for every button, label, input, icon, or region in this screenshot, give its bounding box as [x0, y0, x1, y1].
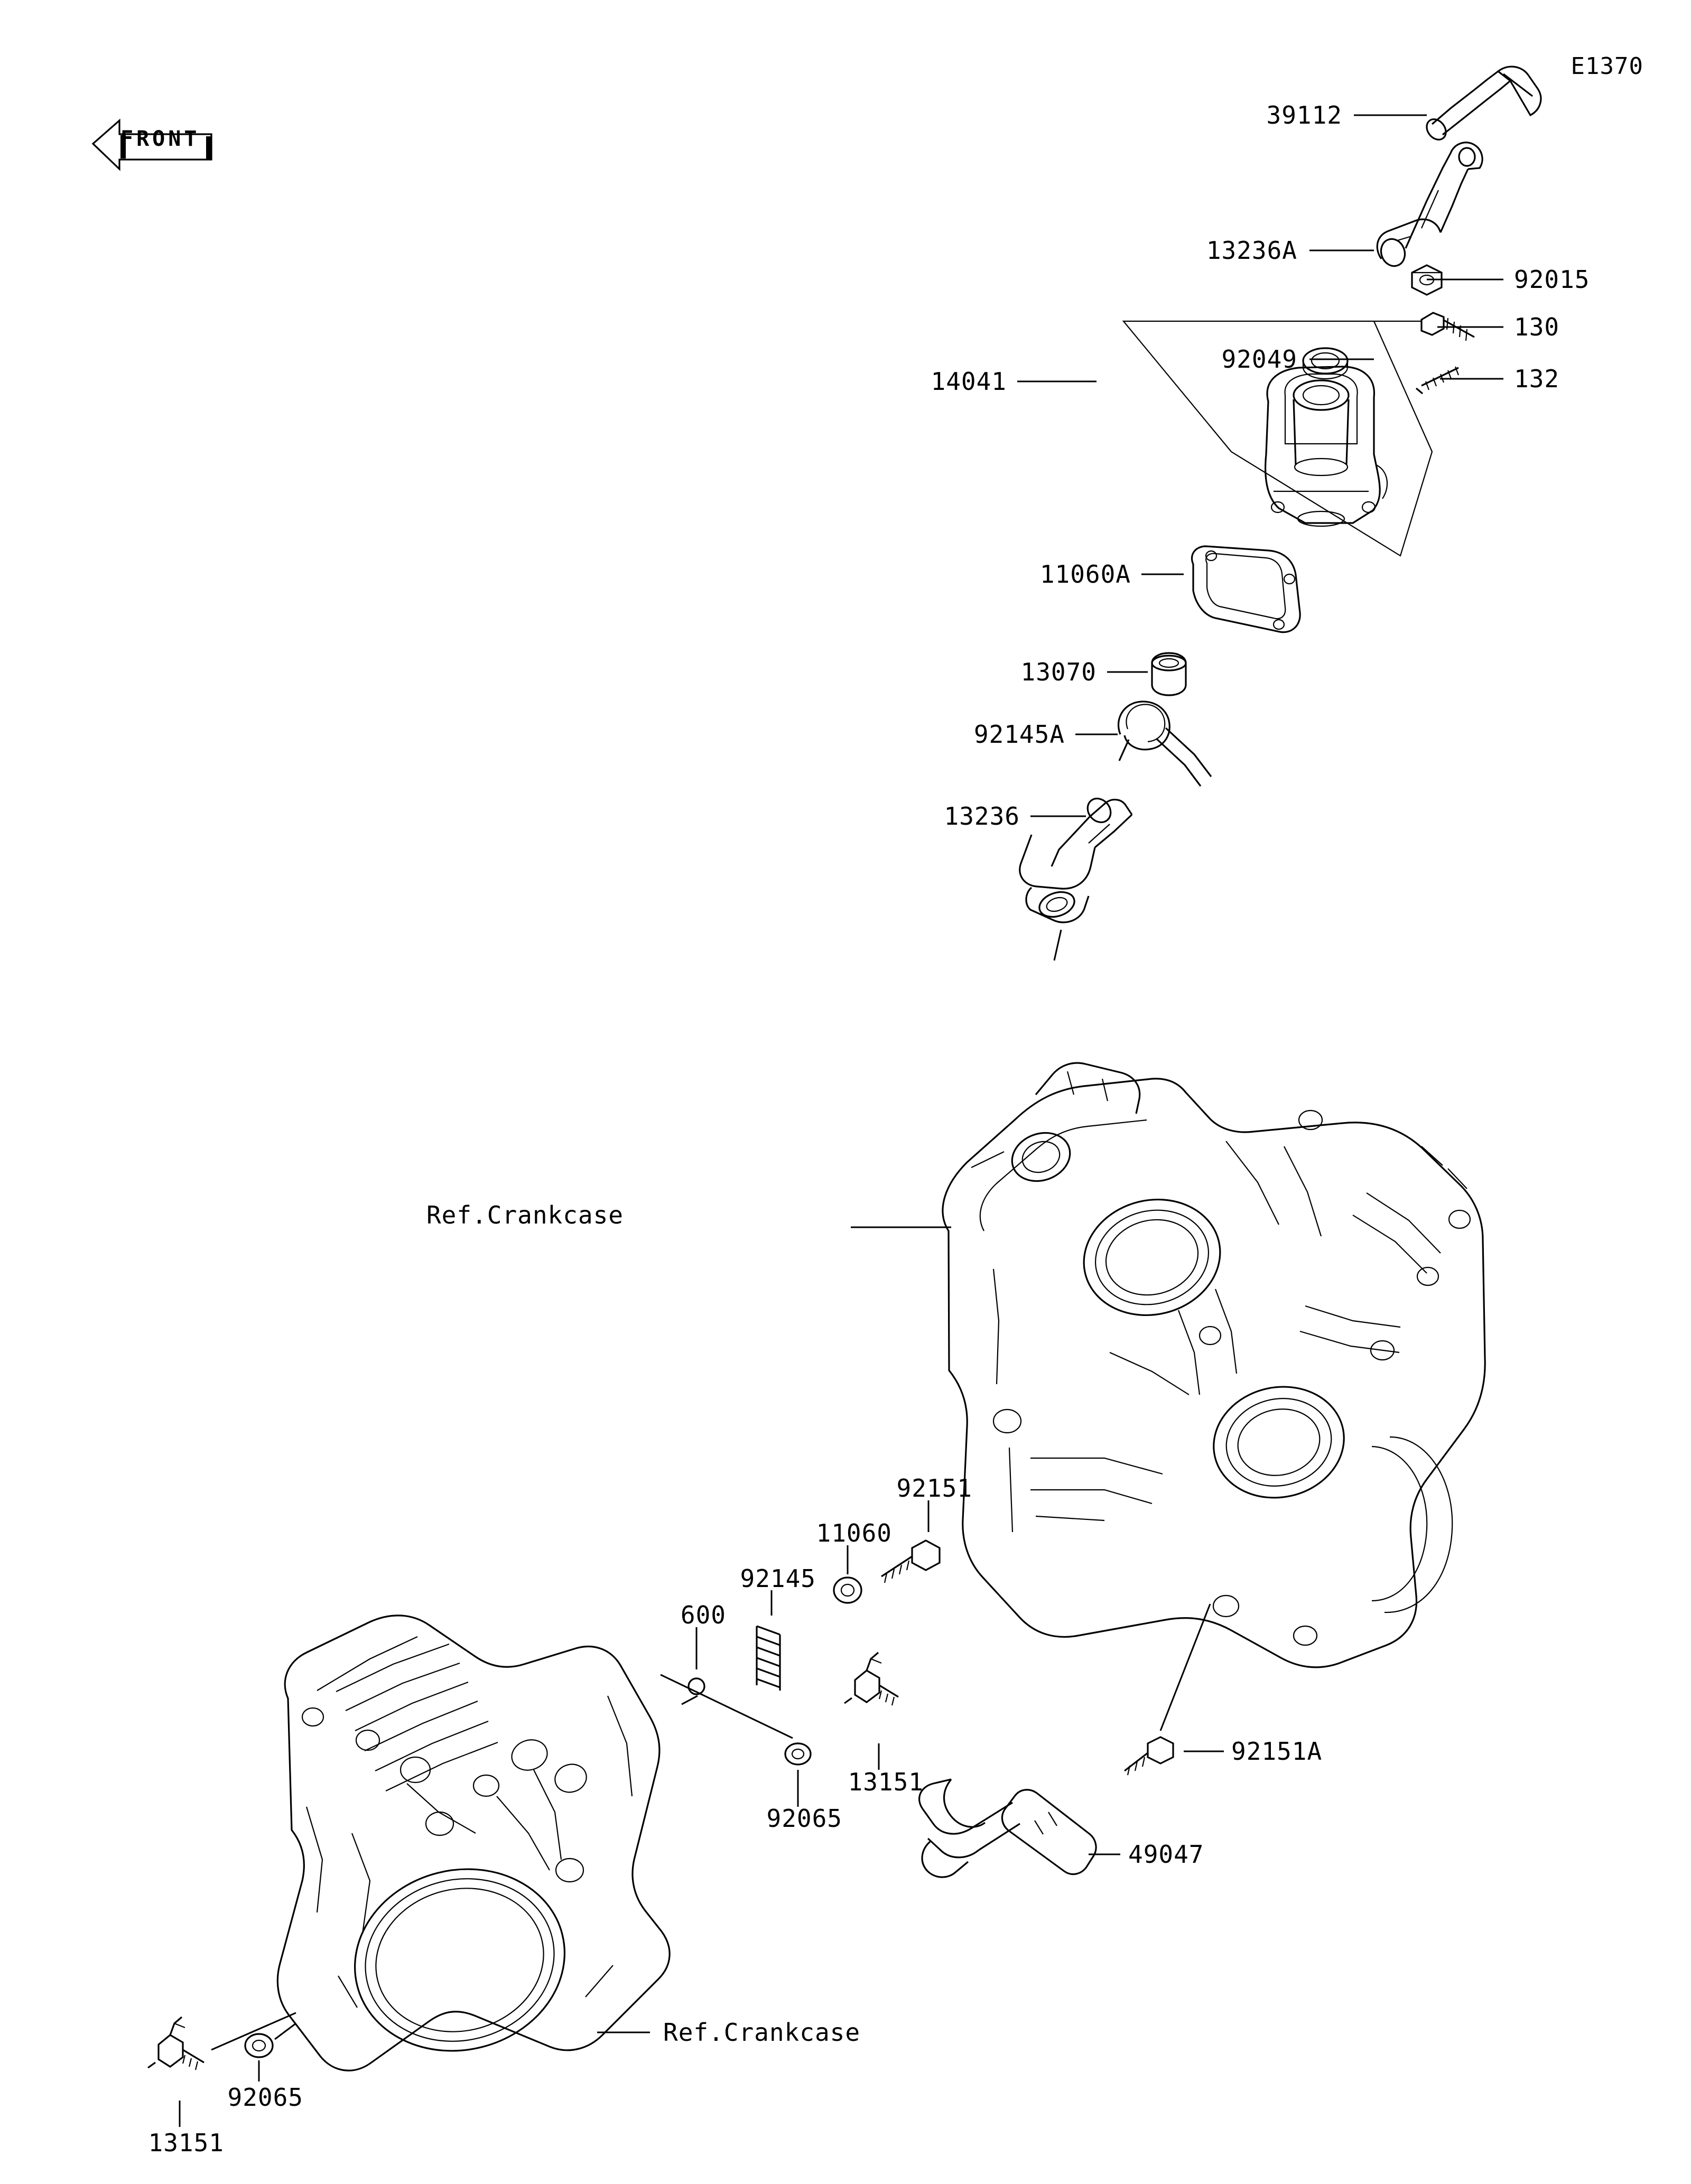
part-132	[1416, 367, 1458, 394]
part-600	[689, 1627, 704, 1694]
callout-13151-lowerleft: 13151	[148, 2129, 224, 2157]
part-11060A	[1192, 546, 1300, 632]
callout-92049: 92049	[1221, 345, 1297, 374]
callout-11060: 11060	[816, 1519, 892, 1547]
callout-600: 600	[680, 1601, 726, 1629]
part-14041	[1266, 367, 1387, 526]
callout-14041: 14041	[931, 367, 1007, 396]
ref-crankcase-lower: Ref.Crankcase	[663, 2018, 861, 2047]
part-92065-center	[785, 1743, 811, 1807]
callout-49047: 49047	[1128, 1840, 1204, 1869]
part-92145	[757, 1590, 780, 1691]
callout-13236A: 13236A	[1206, 236, 1297, 265]
part-13151-center	[844, 1653, 898, 1770]
crankcase-main	[943, 1063, 1485, 1667]
callout-92151A: 92151A	[1231, 1737, 1323, 1766]
callout-92145A: 92145A	[973, 720, 1065, 749]
part-49047	[919, 1779, 1120, 1877]
callout-92065-lowerleft: 92065	[227, 2083, 303, 2112]
callout-132: 132	[1514, 365, 1560, 393]
ref-crankcase-upper: Ref.Crankcase	[426, 1201, 624, 1229]
callout-92151: 92151	[896, 1474, 972, 1502]
callout-13236: 13236	[944, 802, 1020, 830]
callout-92065-center: 92065	[766, 1804, 842, 1833]
part-92151A	[1125, 1604, 1224, 1775]
callout-13070: 13070	[1020, 658, 1097, 686]
part-11060	[834, 1545, 861, 1603]
crankcase-secondary	[277, 1616, 670, 2073]
callout-11060A: 11060A	[1039, 560, 1131, 589]
part-92145A	[1118, 702, 1211, 786]
callout-130: 130	[1514, 313, 1560, 341]
part-39112	[1423, 67, 1540, 143]
part-13236	[1020, 794, 1132, 960]
callout-13151-center: 13151	[848, 1768, 924, 1796]
callout-39112: 39112	[1266, 101, 1342, 129]
callout-92015: 92015	[1514, 265, 1590, 294]
part-13070	[1152, 653, 1186, 695]
part-13236A	[1377, 143, 1482, 269]
callout-92145: 92145	[740, 1564, 816, 1593]
front-label: FRONT	[120, 127, 200, 151]
diagram-code: E1370	[1571, 53, 1643, 80]
